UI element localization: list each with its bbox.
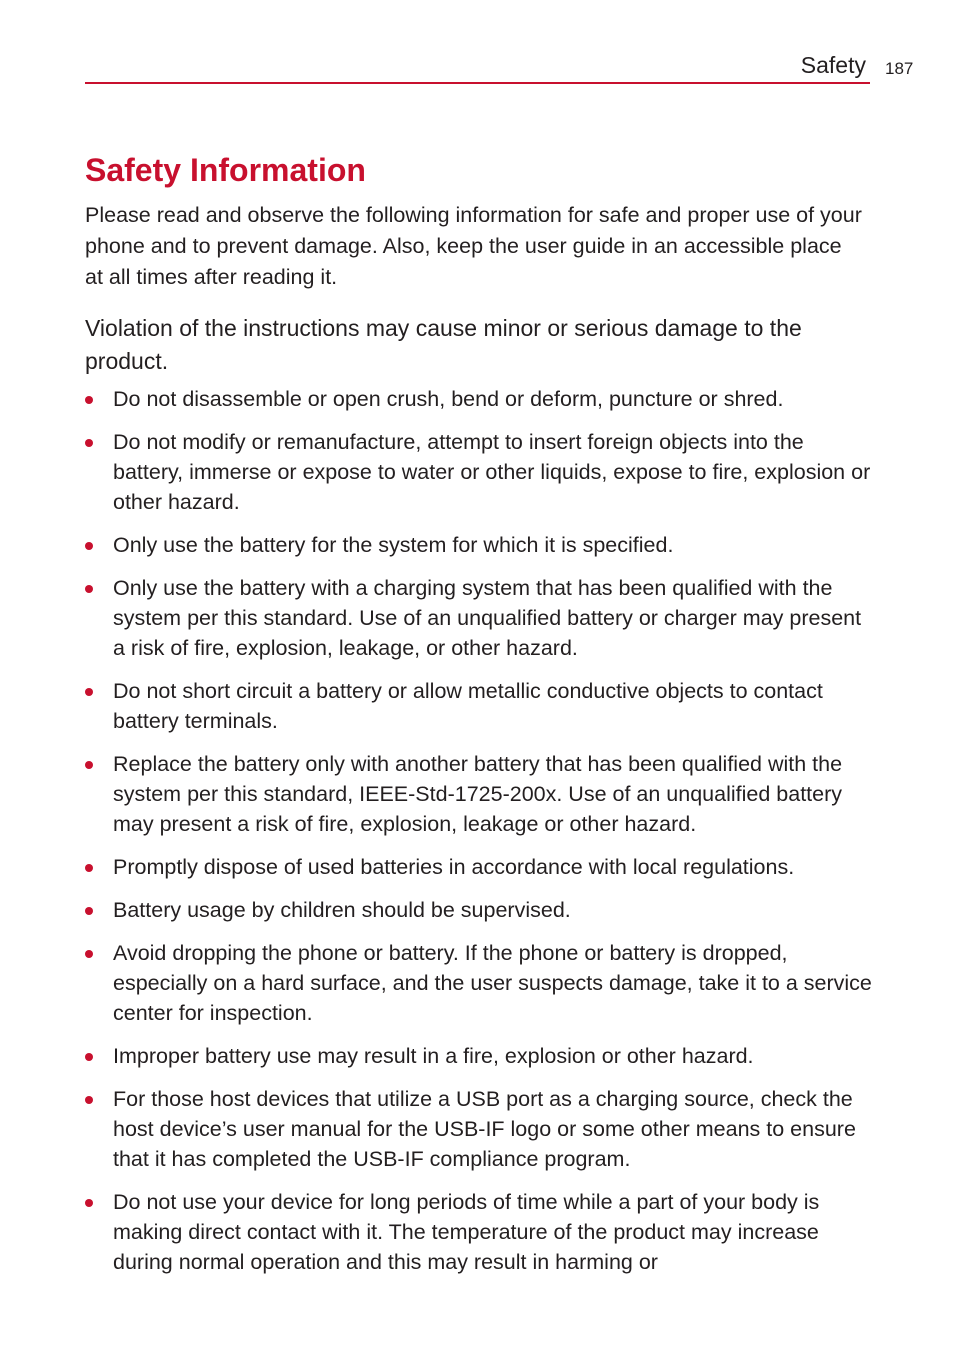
page-header bbox=[85, 48, 870, 84]
list-item-text: Improper battery use may result in a fire, explosion or other hazard. bbox=[113, 1044, 754, 1068]
list-item bbox=[85, 676, 875, 736]
page-number: 187 bbox=[885, 59, 914, 78]
list-item-text: Avoid dropping the phone or battery. If the phone or battery is dropped, especially on a hard surface, and the user suspects damage, take it to a service center for inspection. bbox=[113, 941, 872, 1025]
list-item bbox=[85, 1041, 875, 1071]
list-item bbox=[85, 852, 875, 882]
list-item-text: Only use the battery with a charging system that has been qualified with the system per this standard. Use of an unqualified battery or charger may present a risk of fire, explosion, leakage, or other hazard. bbox=[113, 576, 862, 660]
bullet-icon bbox=[85, 864, 93, 872]
bullet-icon bbox=[85, 1199, 93, 1207]
bullet-icon bbox=[85, 1053, 93, 1061]
list-item bbox=[85, 530, 875, 560]
list-item-text: Do not modify or remanufacture, attempt to insert foreign objects into the battery, immerse or expose to water or other liquids, expose to fire, explosion or other hazard. bbox=[113, 430, 871, 514]
list-item bbox=[85, 938, 875, 1028]
bullet-icon bbox=[85, 907, 93, 915]
bullet-icon bbox=[85, 688, 93, 696]
list-item-text: For those host devices that utilize a USB port as a charging source, check the host device’s user manual for the USB-IF logo or some other means to ensure that it has completed the USB-IF compliance program. bbox=[113, 1087, 856, 1171]
list-item bbox=[85, 1084, 875, 1174]
safety-bullet-list bbox=[85, 384, 875, 1290]
list-item bbox=[85, 1187, 875, 1277]
list-item bbox=[85, 427, 875, 517]
list-item-text: Only use the battery for the system for which it is specified. bbox=[113, 533, 674, 557]
bullet-icon bbox=[85, 950, 93, 958]
list-item-text: Do not use your device for long periods of time while a part of your body is making direct contact with it. The temperature of the product may increase during normal operation and this may result in harming or bbox=[113, 1190, 820, 1274]
intro-paragraph: Please read and observe the following information for safe and proper use of your phone and to prevent damage. Also, keep the user guide in an accessible place at all times after reading it. bbox=[85, 203, 862, 289]
list-item-text: Do not short circuit a battery or allow metallic conductive objects to contact battery terminals. bbox=[113, 679, 823, 733]
bullet-icon bbox=[85, 585, 93, 593]
list-item-text: Do not disassemble or open crush, bend or deform, puncture or shred. bbox=[113, 387, 784, 411]
page-title: Safety Information bbox=[85, 152, 366, 188]
list-item bbox=[85, 573, 875, 663]
list-item bbox=[85, 895, 875, 925]
list-item bbox=[85, 749, 875, 839]
bullet-icon bbox=[85, 542, 93, 550]
list-item-text: Promptly dispose of used batteries in accordance with local regulations. bbox=[113, 855, 795, 879]
bullet-icon bbox=[85, 396, 93, 404]
header-section-title: Safety bbox=[800, 52, 866, 78]
list-item bbox=[85, 384, 875, 414]
bullet-icon bbox=[85, 439, 93, 447]
bullet-icon bbox=[85, 1096, 93, 1104]
list-item-text: Battery usage by children should be supervised. bbox=[113, 898, 571, 922]
list-item-text: Replace the battery only with another battery that has been qualified with the system per this standard, IEEE-Std-1725-200x. Use of an unqualified battery may present a risk of fire, explosion, leakage or other hazard. bbox=[113, 752, 843, 836]
bullet-icon bbox=[85, 761, 93, 769]
warning-subheading: Violation of the instructions may cause minor or serious damage to the product. bbox=[85, 315, 802, 374]
